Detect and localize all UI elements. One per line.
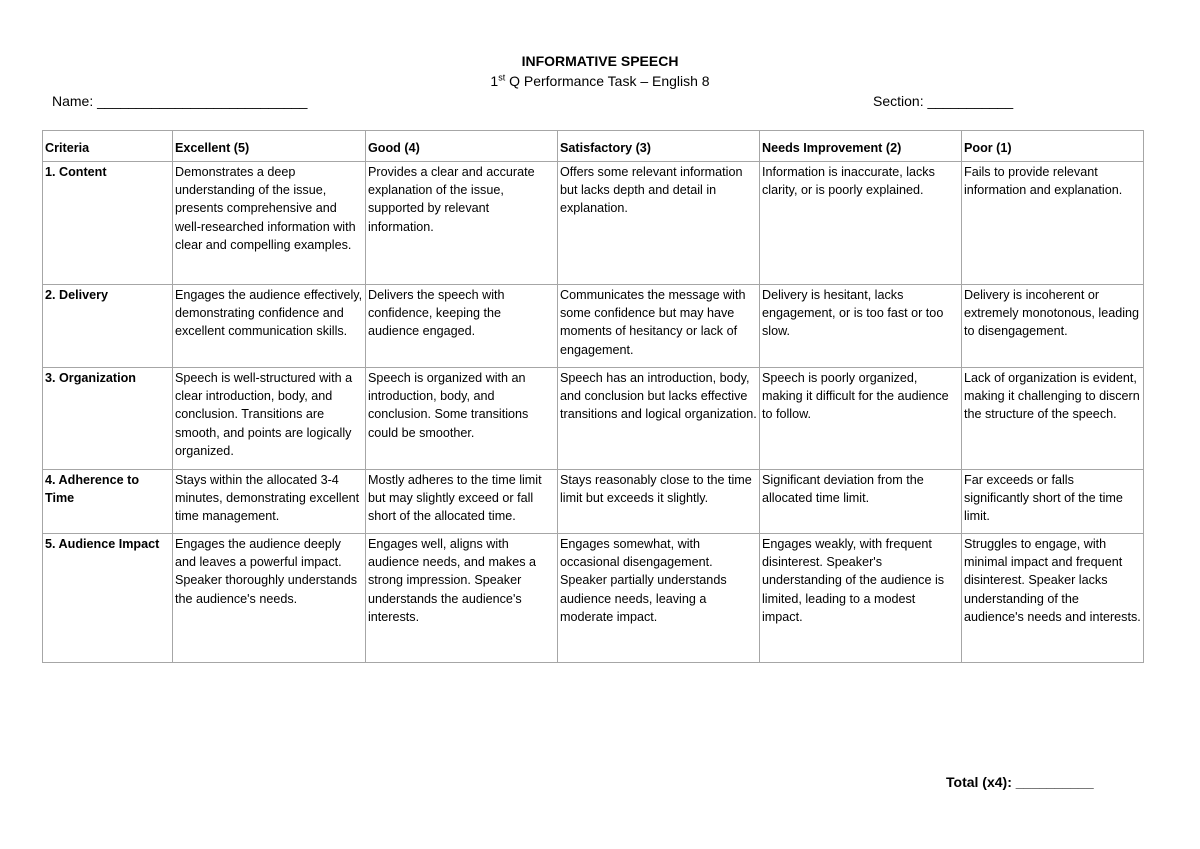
rubric-cell: Fails to provide relevant information and explanation. [962,162,1144,285]
rubric-cell: Delivery is incoherent or extremely monotonous, leading to disengagement. [962,285,1144,368]
subtitle-text: Q Performance Task – English 8 [505,73,710,89]
rubric-cell: Stays within the allocated 3-4 minutes, demonstrating excellent time management. [173,470,366,534]
page-subtitle [0,72,1200,90]
name-field-label: Name: ___________________________ [52,93,308,109]
rubric-cell: Struggles to engage, with minimal impact and frequent disinterest. Speaker lacks understanding of the audience's needs and interests. [962,534,1144,663]
rubric-cell: Lack of organization is evident, making it challenging to discern the structure of the speech. [962,368,1144,470]
rubric-cell: Delivers the speech with confidence, keeping the audience engaged. [366,285,558,368]
rubric-cell: Information is inaccurate, lacks clarity, or is poorly explained. [760,162,962,285]
section-field-label: Section: ___________ [873,93,1014,109]
rubric-cell: Mostly adheres to the time limit but may slightly exceed or fall short of the allocated time. [366,470,558,534]
column-header-satisfactory: Satisfactory (3) [558,131,760,162]
column-header-good: Good (4) [366,131,558,162]
criterion-cell: 2. Delivery [43,285,173,368]
rubric-cell: Engages somewhat, with occasional disengagement. Speaker partially understands audience needs, leaving a moderate impact. [558,534,760,663]
column-header-criteria: Criteria [43,131,173,162]
rubric-cell: Speech is organized with an introduction, body, and conclusion. Some transitions could be smoother. [366,368,558,470]
column-header-needs-improvement: Needs Improvement (2) [760,131,962,162]
rubric-cell: Engages weakly, with frequent disinterest. Speaker's understanding of the audience is limited, leading to a modest impact. [760,534,962,663]
total-score-label: Total (x4): __________ [946,774,1094,790]
criterion-cell: 4. Adherence to Time [43,470,173,534]
rubric-cell: Engages the audience deeply and leaves a powerful impact. Speaker thoroughly understands the audience's needs. [173,534,366,663]
criterion-cell: 3. Organization [43,368,173,470]
table-row [43,470,1144,534]
subtitle-ordinal-suffix: st [498,72,506,83]
rubric-cell: Delivery is hesitant, lacks engagement, or is too fast or too slow. [760,285,962,368]
page-title: INFORMATIVE SPEECH [521,53,679,69]
rubric-cell: Communicates the message with some confidence but may have moments of hesitancy or lack of engagement. [558,285,760,368]
rubric-cell: Speech is well-structured with a clear introduction, body, and conclusion. Transitions are smooth, and points are logically organized. [173,368,366,470]
rubric-cell: Engages the audience effectively, demonstrating confidence and excellent communication skills. [173,285,366,368]
rubric-cell: Far exceeds or falls significantly short of the time limit. [962,470,1144,534]
rubric-cell: Speech has an introduction, body, and conclusion but lacks effective transitions and logical organization. [558,368,760,470]
rubric-cell: Provides a clear and accurate explanation of the issue, supported by relevant information. [366,162,558,285]
criterion-cell: 5. Audience Impact [43,534,173,663]
criterion-cell: 1. Content [43,162,173,285]
rubric-table [42,130,1144,663]
rubric-cell: Demonstrates a deep understanding of the issue, presents comprehensive and well-researched information with clear and compelling examples. [173,162,366,285]
rubric-cell: Engages well, aligns with audience needs, and makes a strong impression. Speaker understands the audience's interests. [366,534,558,663]
header-row [43,131,1144,162]
table-row [43,285,1144,368]
rubric-cell: Speech is poorly organized, making it difficult for the audience to follow. [760,368,962,470]
table-row [43,162,1144,285]
subtitle-ordinal: 1 [490,73,499,89]
rubric-cell: Stays reasonably close to the time limit but exceeds it slightly. [558,470,760,534]
table-row [43,534,1144,663]
column-header-excellent: Excellent (5) [173,131,366,162]
rubric-cell: Offers some relevant information but lacks depth and detail in explanation. [558,162,760,285]
rubric-cell: Significant deviation from the allocated time limit. [760,470,962,534]
table-row [43,368,1144,470]
column-header-poor: Poor (1) [962,131,1144,162]
